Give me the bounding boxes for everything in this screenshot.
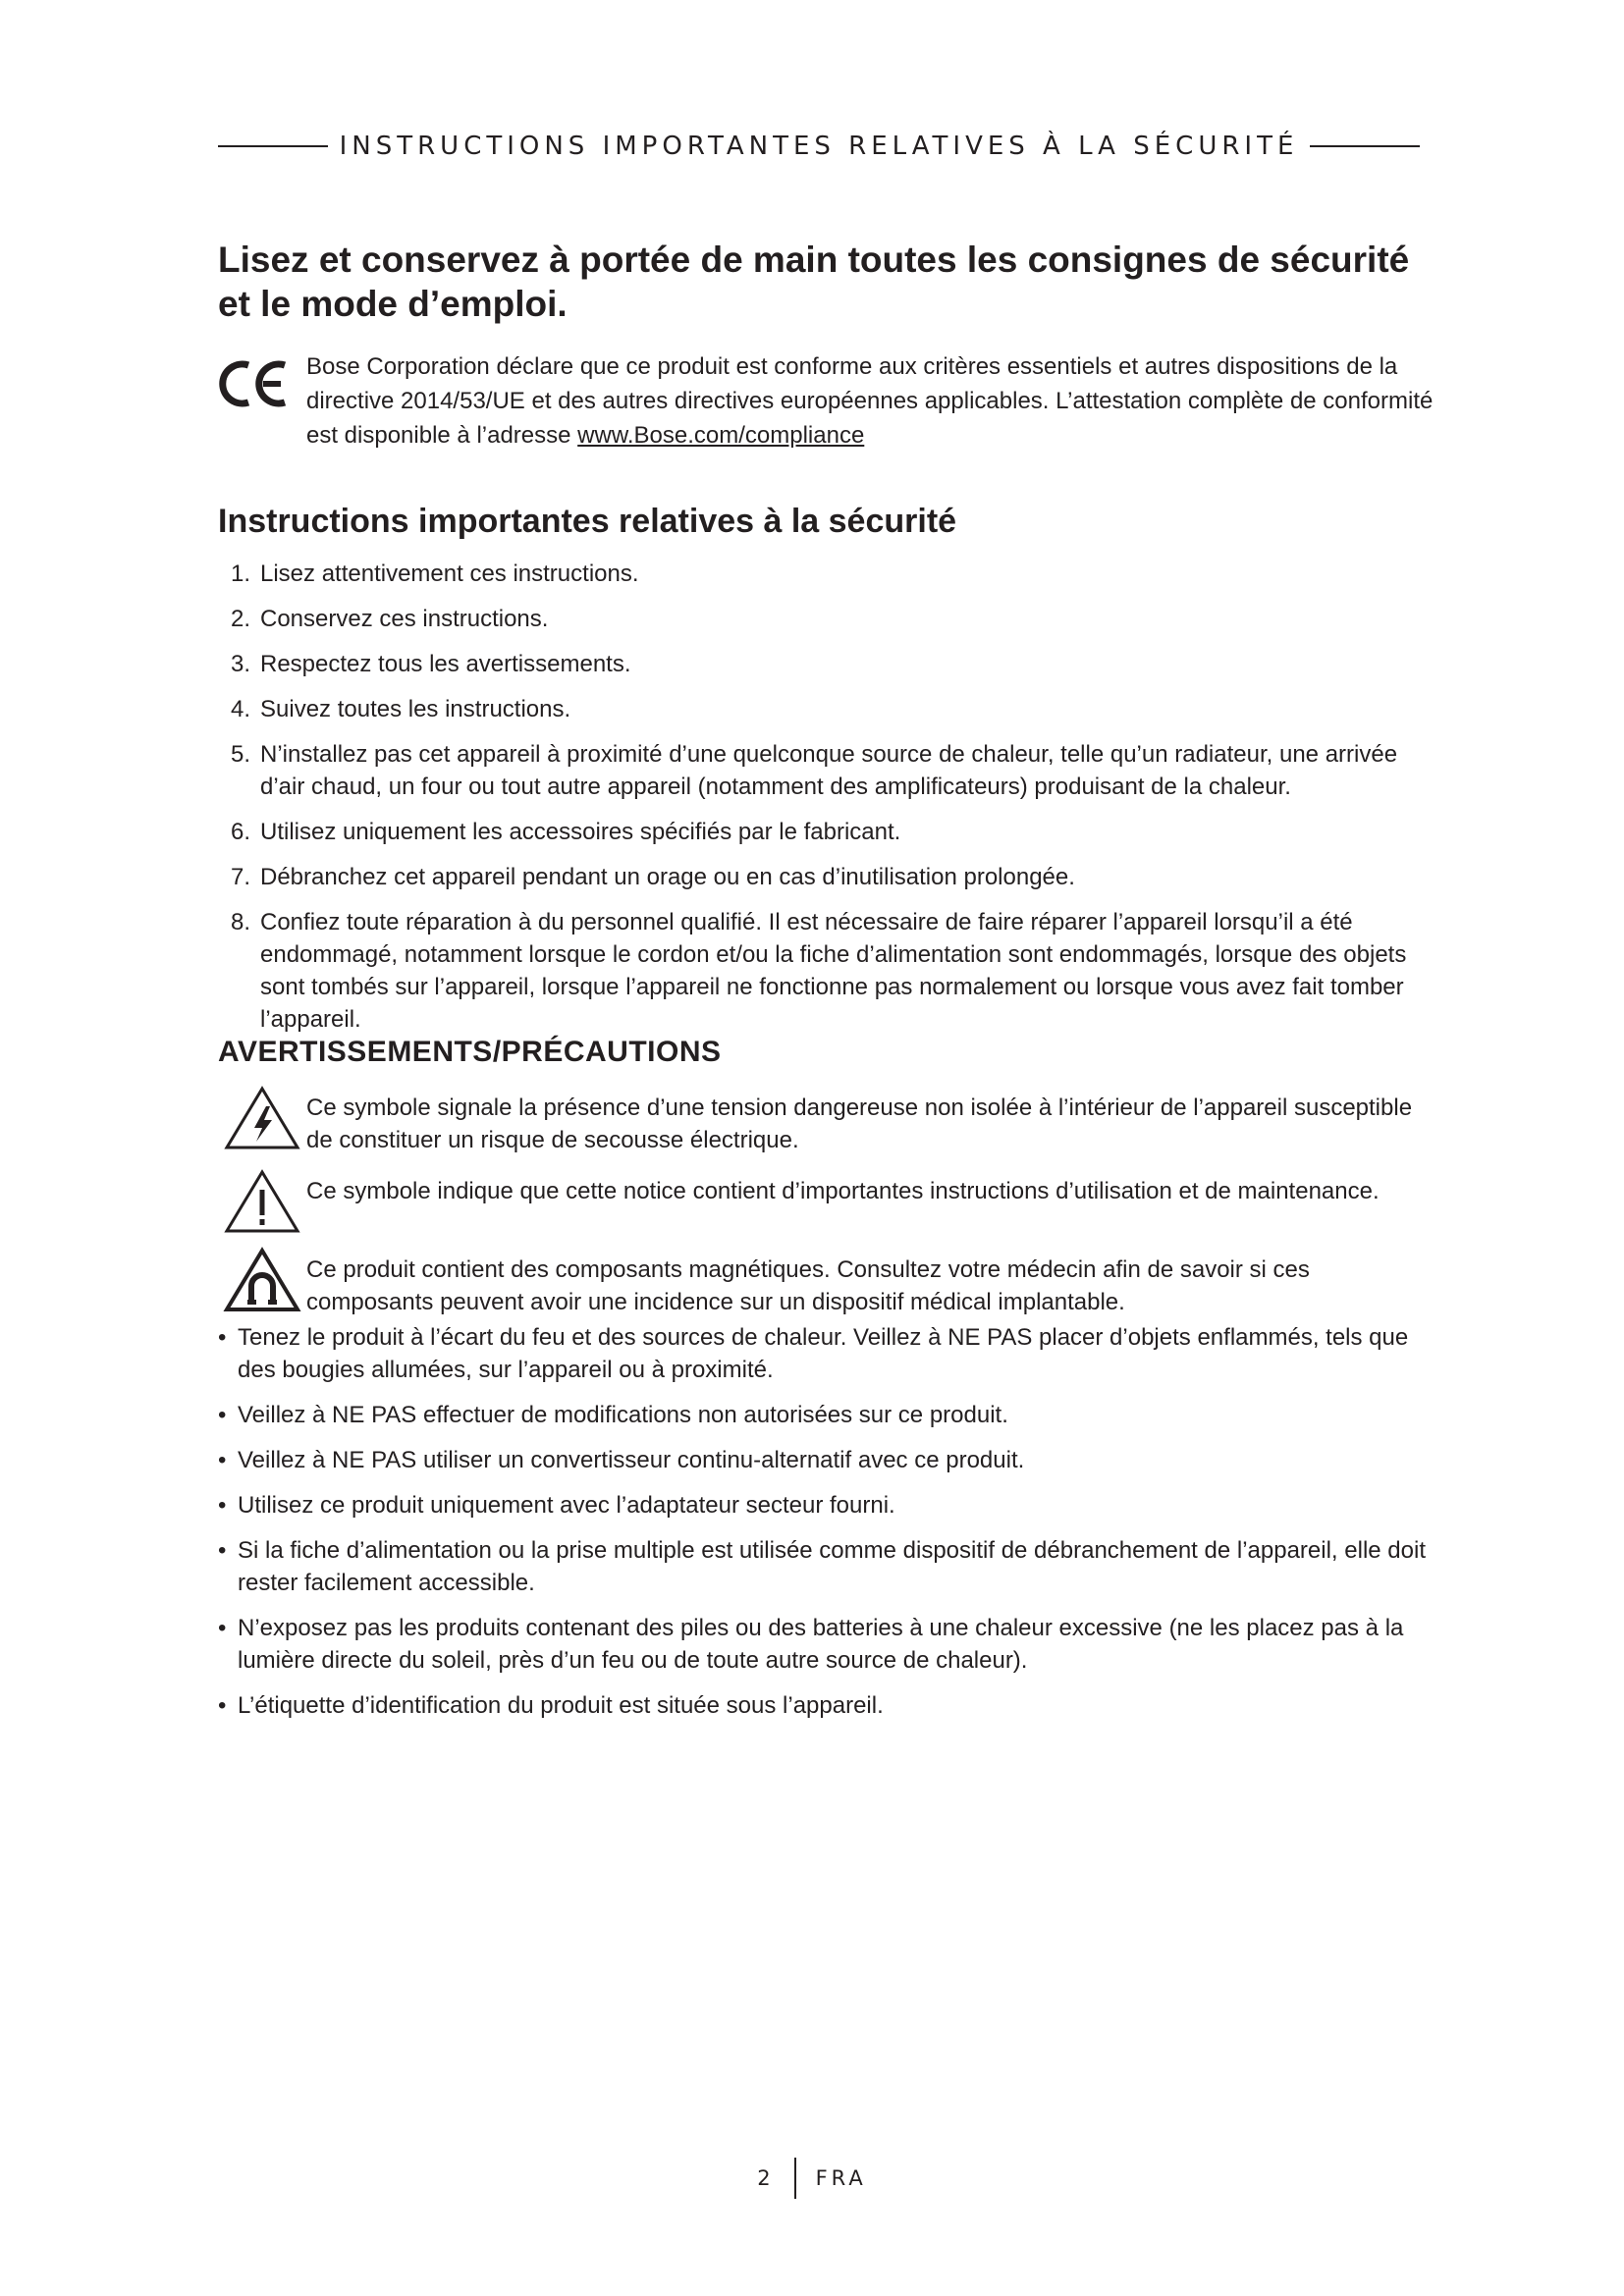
instructions-title: Instructions importantes relatives à la sécurité (218, 503, 957, 540)
item-text: Lisez attentivement ces instructions. (260, 561, 639, 587)
list-item (218, 1444, 1435, 1476)
ce-statement: Bose Corporation déclare que ce produit est conforme aux critères essentiels et autres dispositions de la directive 2014/53/UE et des autres directives européennes applicables. L’attestation complète de conformité est disponible à l’adresse (306, 353, 1434, 449)
list-item (218, 1612, 1435, 1677)
item-number: 7. (231, 864, 251, 890)
item-text: N’exposez pas les produits contenant des piles ou des batteries à une chaleur excessive (ne les placez pas à la lumière directe du soleil, près d’un feu ou de toute autre source de chaleur). (238, 1615, 1404, 1674)
item-number: 2. (231, 606, 251, 632)
list-item (231, 693, 1429, 725)
symbol-text: Ce symbole signale la présence d’une tension dangereuse non isolée à l’intérieur de l’appareil susceptible de constituer un risque de secousse électrique. (306, 1095, 1413, 1153)
bullet-icon: • (218, 1692, 227, 1719)
footer-divider (794, 2158, 796, 2199)
item-text: Respectez tous les avertissements. (260, 651, 631, 677)
header-rule-right (1310, 145, 1420, 147)
symbol-text: Ce produit contient des composants magnétiques. Consultez votre médecin afin de savoir si ces composants peuvent avoir une incidence sur un dispositif médical implantable. (306, 1256, 1310, 1315)
compliance-link[interactable]: www.Bose.com/compliance (577, 422, 865, 449)
item-text: N’installez pas cet appareil à proximité d’une quelconque source de chaleur, telle qu’un radiateur, une arrivée d’air chaud, un four ou tout autre appareil (notamment des amplificateurs) produisant de la chaleur. (260, 741, 1398, 800)
item-number: 6. (231, 819, 251, 845)
language-code: FRA (815, 2166, 867, 2190)
item-text: Débranchez cet appareil pendant un orage ou en cas d’inutilisation prolongée. (260, 864, 1075, 890)
ce-mark-icon (218, 357, 289, 410)
warnings-title: AVERTISSEMENTS/PRÉCAUTIONS (218, 1036, 722, 1068)
symbol-row (218, 1247, 1435, 1318)
bullet-icon: • (218, 1537, 227, 1564)
bullet-icon: • (218, 1447, 227, 1473)
item-text: Si la fiche d’alimentation ou la prise multiple est utilisée comme dispositif de débranchement de l’appareil, elle doit rester facilement accessible. (238, 1537, 1426, 1596)
ce-text (306, 349, 1435, 453)
header-title: INSTRUCTIONS IMPORTANTES RELATIVES À LA SÉCURITÉ (339, 132, 1299, 161)
item-number: 4. (231, 696, 251, 722)
list-item (218, 1534, 1435, 1599)
item-text: Confiez toute réparation à du personnel qualifié. Il est nécessaire de faire réparer l’appareil lorsqu’il a été endommagé, notamment lorsque le cordon et/ou la fiche d’alimentation sont endommagés, lorsque des objets sont tombés sur l’appareil, lorsque l’appareil ne fonctionne pas normalement ou lorsque vous avez fait tomber l’appareil. (260, 909, 1407, 1033)
list-item (218, 1399, 1435, 1431)
header-rule-left (218, 145, 328, 147)
magnet-warning-icon (218, 1247, 306, 1313)
page-header (218, 132, 1420, 161)
warning-symbols (218, 1085, 1435, 1330)
bullet-icon: • (218, 1492, 227, 1519)
instructions-list (231, 558, 1429, 1048)
item-text: Utilisez uniquement les accessoires spécifiés par le fabricant. (260, 819, 901, 845)
item-text: L’étiquette d’identification du produit est située sous l’appareil. (238, 1692, 884, 1719)
list-item (231, 558, 1429, 590)
item-text: Tenez le produit à l’écart du feu et des sources de chaleur. Veillez à NE PAS placer d’objets enflammés, tels que des bougies allumées, sur l’appareil ou à proximité. (238, 1324, 1409, 1383)
list-item (218, 1689, 1435, 1722)
bullet-icon: • (218, 1324, 227, 1351)
item-text: Veillez à NE PAS effectuer de modifications non autorisées sur ce produit. (238, 1402, 1008, 1428)
bullet-icon: • (218, 1615, 227, 1641)
item-number: 5. (231, 741, 251, 768)
item-text: Veillez à NE PAS utiliser un convertisseur continu-alternatif avec ce produit. (238, 1447, 1025, 1473)
list-item (231, 603, 1429, 635)
lead-statement: Lisez et conservez à portée de main toutes les consignes de sécurité et le mode d’emploi. (218, 240, 1410, 324)
ce-declaration (218, 349, 1435, 453)
warnings-list (218, 1321, 1435, 1735)
bullet-icon: • (218, 1402, 227, 1428)
page-footer (0, 2158, 1624, 2199)
list-item (231, 861, 1429, 893)
list-item (231, 816, 1429, 848)
item-text: Conservez ces instructions. (260, 606, 549, 632)
list-item (231, 738, 1429, 803)
list-item (231, 648, 1429, 680)
lightning-warning-icon (218, 1085, 306, 1151)
item-text: Utilisez ce produit uniquement avec l’adaptateur secteur fourni. (238, 1492, 895, 1519)
list-item (231, 906, 1429, 1036)
item-number: 1. (231, 561, 251, 587)
exclamation-warning-icon (218, 1168, 306, 1235)
list-item (218, 1321, 1435, 1386)
symbol-row (218, 1085, 1435, 1156)
item-number: 3. (231, 651, 251, 677)
page-number: 2 (757, 2166, 775, 2190)
list-item (218, 1489, 1435, 1522)
symbol-row (218, 1168, 1435, 1235)
symbol-text: Ce symbole indique que cette notice contient d’importantes instructions d’utilisation et de maintenance. (306, 1178, 1380, 1204)
item-text: Suivez toutes les instructions. (260, 696, 571, 722)
item-number: 8. (231, 909, 251, 935)
